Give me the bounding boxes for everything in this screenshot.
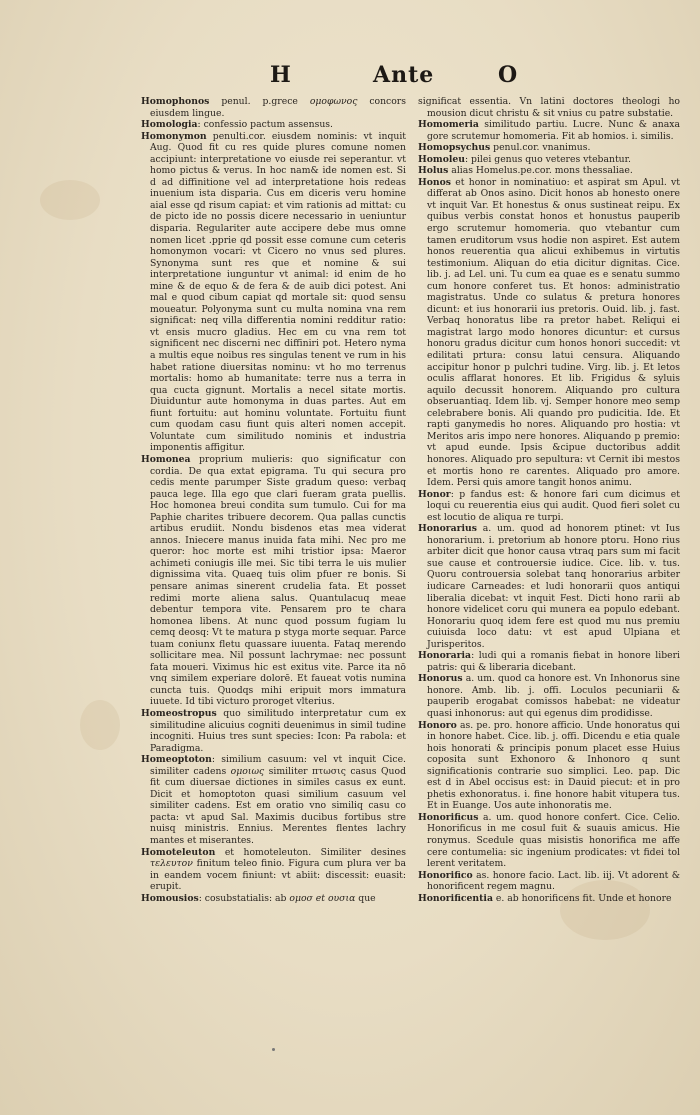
- dictionary-entry: [418, 650, 680, 673]
- entry-text: a. um. quod ca honore est. Vn Inhonorus sine honore. Amb. lib. j. offi. Loculos pecuniarii & pauperib erogabat comissos habebat: ne videatur quasi inhonorus: aut qui egenus dim prodidisse.: [427, 673, 680, 719]
- entry-lemma: Honor: [418, 488, 451, 500]
- entry-lemma: Homousios: [141, 892, 199, 904]
- entry-text: que: [355, 892, 376, 904]
- dictionary-entry: [141, 454, 406, 708]
- dictionary-entry: [418, 165, 680, 177]
- entry-text: penul.cor. vnanimus.: [490, 142, 591, 154]
- entry-greek: ομοσ et ουσια: [289, 892, 356, 904]
- entry-lemma: Homophonos: [141, 96, 210, 107]
- entry-text: significat essentia. Vn latini doctores theologi ho mousion dicut christu & sit vnius cu patre substatie.: [418, 96, 680, 119]
- dictionary-entry: [418, 154, 680, 166]
- dictionary-entry: [141, 754, 406, 846]
- dictionary-entry: [418, 119, 680, 142]
- page-stain: [40, 180, 100, 220]
- entry-lemma: Homologia: [141, 119, 198, 131]
- right-column: [418, 96, 680, 904]
- entry-lemma: Holus: [418, 165, 449, 177]
- dictionary-entry: [141, 893, 406, 905]
- entry-text: : confessio pactum assensus.: [197, 119, 333, 131]
- entry-text: : cosubstatialis: ab: [198, 892, 290, 904]
- entry-lemma: Honorus: [418, 673, 463, 685]
- entry-lemma: Homeostropus: [141, 707, 217, 719]
- entry-lemma: Honorifico: [418, 869, 473, 881]
- dictionary-entry: [141, 708, 406, 754]
- entry-text: quo similitudo interpretatur cum ex similitudine alicuius cogniti deuenimus in simil tudine incogniti. Huius tres sunt species: Icon: Pa rabola: et Paradigma.: [150, 707, 406, 754]
- dictionary-entry: [418, 96, 680, 119]
- dictionary-entry: [141, 119, 406, 131]
- running-header: [0, 62, 700, 98]
- dictionary-entry: [418, 720, 680, 812]
- entry-text: proprium mulieris: quo significatur con cordia. De qua extat epigrama. Tu qui secura pro cedis mente parumper Siste gradum queso: verbaq pauca lege. Illa ego que clari fueram grata puellis. Hoc homonea breui condita sum tumulo. Cui for ma Paphie charites tribuere decorem. Qua pallas cunctis artibus erudiit. Nondu bisdenos etas mea viderat annos. Iniecere manus inuida fata mihi. Nec pro me queror: hoc morte est mihi tristior ipsa: Maeror achimeti coniugis ille mei. Sic tibi terra le uis mulier dignissima vita. Quaeq tuis olim pfuer re bonis. Si pensare animas sinerent crudelia fata. Et posset redimi morte aliena salus. Quantulacuq meae debentur tempora vite. Pensarem pro te chara homonea libens. At nunc quod possum fugiam lu cemq deosq: Vt te matura p styga morte sequar. Parce tuam coniunx fletu quassare iuuenta. Fataq merendo sollicitare mea. Nil possunt lachrymae: nec possunt fata moueri. Viximus hic est exitus vite. Parce ita nō vnq similem experiare dolorē. Et faueat votis numina cuncta tuis. Quodqs mihi eripuit mors immatura iuuete. Id tibi victuro proroget vlterius.: [150, 453, 406, 708]
- entry-lemma: Honorificentia: [418, 892, 493, 904]
- entry-lemma: Homonea: [141, 453, 191, 465]
- dictionary-entry: [418, 142, 680, 154]
- dictionary-entry: [141, 96, 406, 119]
- entry-text: similiter πτωσις casus Quod fit cum diuersae dictiones in similes casus ex eunt. Dicit et homoptoton quasi similium casuum vel similiter cadens. Est em oratio vno similiq casu co pacta: vt apud Sal. Maximis ducibus fortibus stre nuisq ministris. Ennius. Merentes flentes lachry mantes et miserantes.: [150, 765, 406, 846]
- entry-lemma: Honorificus: [418, 811, 479, 823]
- entry-text: as. pe. pro. honore afficio. Unde honoratus qui in honore habet. Cice. lib. j. offi. Dicendu e etia quale hois honorati & principis ponum placet esse Huius coposita sunt Exhonoro & Inhonoro q sunt significationis contrarie suo simplici. Leo. pap. Dic est d in Abel occisus est: in Dauid piecut: et in pro phetis exhonoratus. i. fine honore habit vitupera tus. Et in Euange. Uos aute inhonoratis me.: [427, 719, 680, 812]
- entry-lemma: Homonymon: [141, 130, 207, 142]
- header-left-letter: H: [270, 62, 292, 88]
- entry-lemma: Honoraria: [418, 650, 472, 662]
- entry-lemma: Homoleu: [418, 153, 465, 165]
- dictionary-entry: [141, 131, 406, 454]
- dictionary-entry: [418, 673, 680, 719]
- header-right-letter: O: [498, 62, 519, 88]
- entry-text: : similium casuum: vel vt inquit Cice. similiter cadens: [150, 754, 406, 777]
- entry-lemma: Homoteleuton: [141, 846, 216, 858]
- entry-text: concors eiusdem lingue.: [150, 96, 406, 119]
- entry-lemma: Honos: [418, 176, 452, 188]
- entry-text: et homoteleuton. Similiter desines: [215, 846, 406, 858]
- dictionary-entry: [418, 893, 680, 905]
- entry-lemma: Honoro: [418, 719, 457, 731]
- entry-text: as. honore facio. Lact. lib. iij. Vt adorent & honorificent regem magnu.: [427, 869, 680, 893]
- entry-text: : p fandus est: & honore fari cum dicimus et loqui cu reuerentia eius qui audit. Quod fieri solet cu est locutio de aliqua re turpi.: [427, 488, 680, 523]
- dictionary-entry: [141, 847, 406, 893]
- entry-text: similitudo partiu. Lucre. Nunc & anaxa gore scrutemur homomeria. Fit ab homios. i. similis.: [427, 119, 680, 142]
- entry-greek: ομοιως: [230, 765, 265, 777]
- page-mark: [272, 1048, 275, 1051]
- entry-greek: ομοφωνος: [309, 96, 358, 107]
- dictionary-entry: [418, 870, 680, 893]
- left-column: [141, 96, 406, 904]
- entry-text: e. ab honorificens fit. Unde et honore: [492, 892, 672, 904]
- entry-lemma: Homomeria: [418, 119, 479, 131]
- header-title: Ante: [373, 62, 435, 88]
- entry-lemma: Homeoptoton: [141, 754, 212, 766]
- entry-text: et honor in nominatiuo: et aspirat sm Apul. vt differat ab Onos asino. Dicit honos ab honesto onere vt inquit Var. Et honestus & onus sustineat reipu. Ex quibus verbis constat honos et honustus pauperib ergo scrutemur homomeria. quo vtebantur cum tamen eruditorum vsus hodie non aspiret. Est autem honos reuerentia qua alicui exhibemus in virtutis testimonium. Aliquan do etia dicitur dignitas. Cice. lib. j. ad Lel. uni. Tu cum ea quae es e senatu summo cum honore conferet tus. Et honos: administratio magistratus. Unde co sulatus & pretura honores dicunt: et ius honorarii ius pretoris. Ouid. lib. j. fast. Verbaq honoratus libe ra pretor habet. Reliqui ei magistrat largo modo honores dicuntur: et cursus honoru gradus dicitur cum honos honori succedit: vt edilitati prtura: consu latui censura. Aliquando accipitur honor p pulchri tudine. Virg. lib. j. Et letos oculis afflarat honores. Et lib. Frigidus & syluis aquilo decussit honorem. Aliquando pro cultura obseruantiaq. Idem lib. vj. Semper honore meo semp celebrabere bonis. Ali quando pro pudicitia. Ide. Et rapti ganymedis ho nores. Aliquando pro hostia: vt Meritos aris impo nere honores. Aliquando p premio: vt apud eunde. Ipsis &cipue ductoribus addit honores. Aliquado pro sepultura: vt Cernit ibi mestos et mortis hono re carentes. Aliquado pro amore. Idem. Persi quis amore tangit honos animu.: [427, 176, 680, 489]
- entry-text: : pilei genus quo veteres vtebantur.: [465, 153, 631, 165]
- entry-lemma: Honorarius: [418, 523, 477, 535]
- entry-text: alias Homelus.pe.cor. mons thessaliae.: [448, 165, 633, 177]
- dictionary-entry: [418, 812, 680, 870]
- dictionary-entry: [418, 523, 680, 650]
- entry-text: : ludi qui a romanis fiebat in honore liberi patris: qui & liberaria dicebant.: [427, 650, 680, 673]
- page-stain: [80, 700, 120, 750]
- entry-text: a. um. quod ad honorem ptinet: vt Ius honorarium. i. pretorium ab honore ptoru. Hono rius arbiter dicit que honor causa vtraq pars sum mi facit sue cause et controuersie iudice. Cice. lib. v. tus. Quoru controuersia solebat tanq honorarius arbiter iudicare Carneades: et ludi honorarii quos antiqui liberalia dicebat: vt inquit Fest. Dicti hono rarii ab honore videlicet coru qui munera ea populo edebant. Honorariu quoq idem fere est quod mu nus premiu cuiuisda loco datu: vt est apud Ulpiana et Jurisperitos.: [427, 523, 680, 650]
- entry-text: a. um. quod honore confert. Cice. Celio. Honorificus in me cosul fuit & suauis amicus. Hie ronymus. Scedule quas misistis honorifica me affe cere contumelia: sic ingenium prodicates: vt fidei tol lerent veritatem.: [427, 811, 680, 870]
- entry-text: penulti.cor. eiusdem nominis: vt inquit Aug. Quod fit cu res quide plures comune nomen accipiunt: interpretatione vo eiusde rei seperantur. vt homo pictus & verus. In hoc nam& ide nomen est. Si d ad diffinitione vel ad interpretatione hois redeas inuenium ista disparia. Cus em diceris veru homine aial esse qd risum capiat: et vim rationis ad mittat: cu de picto ide no possis dicere necessario in ueniuntur disparia. Regulariter aute accipere debe mus omne nomen licet .pprie qd possit esse comune cum ceteris homonymon vocari: vt Cicero no vnus sed plures. Synonyma sunt res que et nomine & sui interpretatione iunguntur vt animal: id enim de ho mine & de equo & de fera & de auib dici potest. Ani mal e quod cibum capiat qd mortale sit: quod sensu moueatur. Polyonyma sunt cu multa nomina vna rem significat: neq villa differentia nomini redditur ratio: vt ensis mucro gladius. Hec em cu vna rem tot significent nec discerni nec diffiniri pot. Hetero nyma a multis eque noibus res singulas tenent ve rum in his habet ratione diuersitas nominu: vt ho mo terrenus mortalis: homo ab humanitate: terre nus a terra in qua cucta gignunt. Mortalis a necel sitate mortis. Diuiduntur aute homonyma in duas partes. Aut em fiunt fortuitu: aut hominu voluntate. Fortuitu fiunt cum quodam casu fiunt quis alteri nomen accepit. Voluntate cum similitudo nominis et industria imponentis affigitur.: [150, 130, 406, 454]
- entry-text: penul. p.grece: [209, 96, 310, 107]
- entry-text: finitum teleo finio. Figura cum plura ver ba in eandem vocem finiunt: vt abiit: discessit: euasit: erupit.: [150, 858, 406, 893]
- entry-greek: τελευτον: [150, 858, 193, 870]
- dictionary-entry: [418, 177, 680, 489]
- entry-lemma: Homopsychus: [418, 142, 491, 154]
- dictionary-entry: [418, 489, 680, 524]
